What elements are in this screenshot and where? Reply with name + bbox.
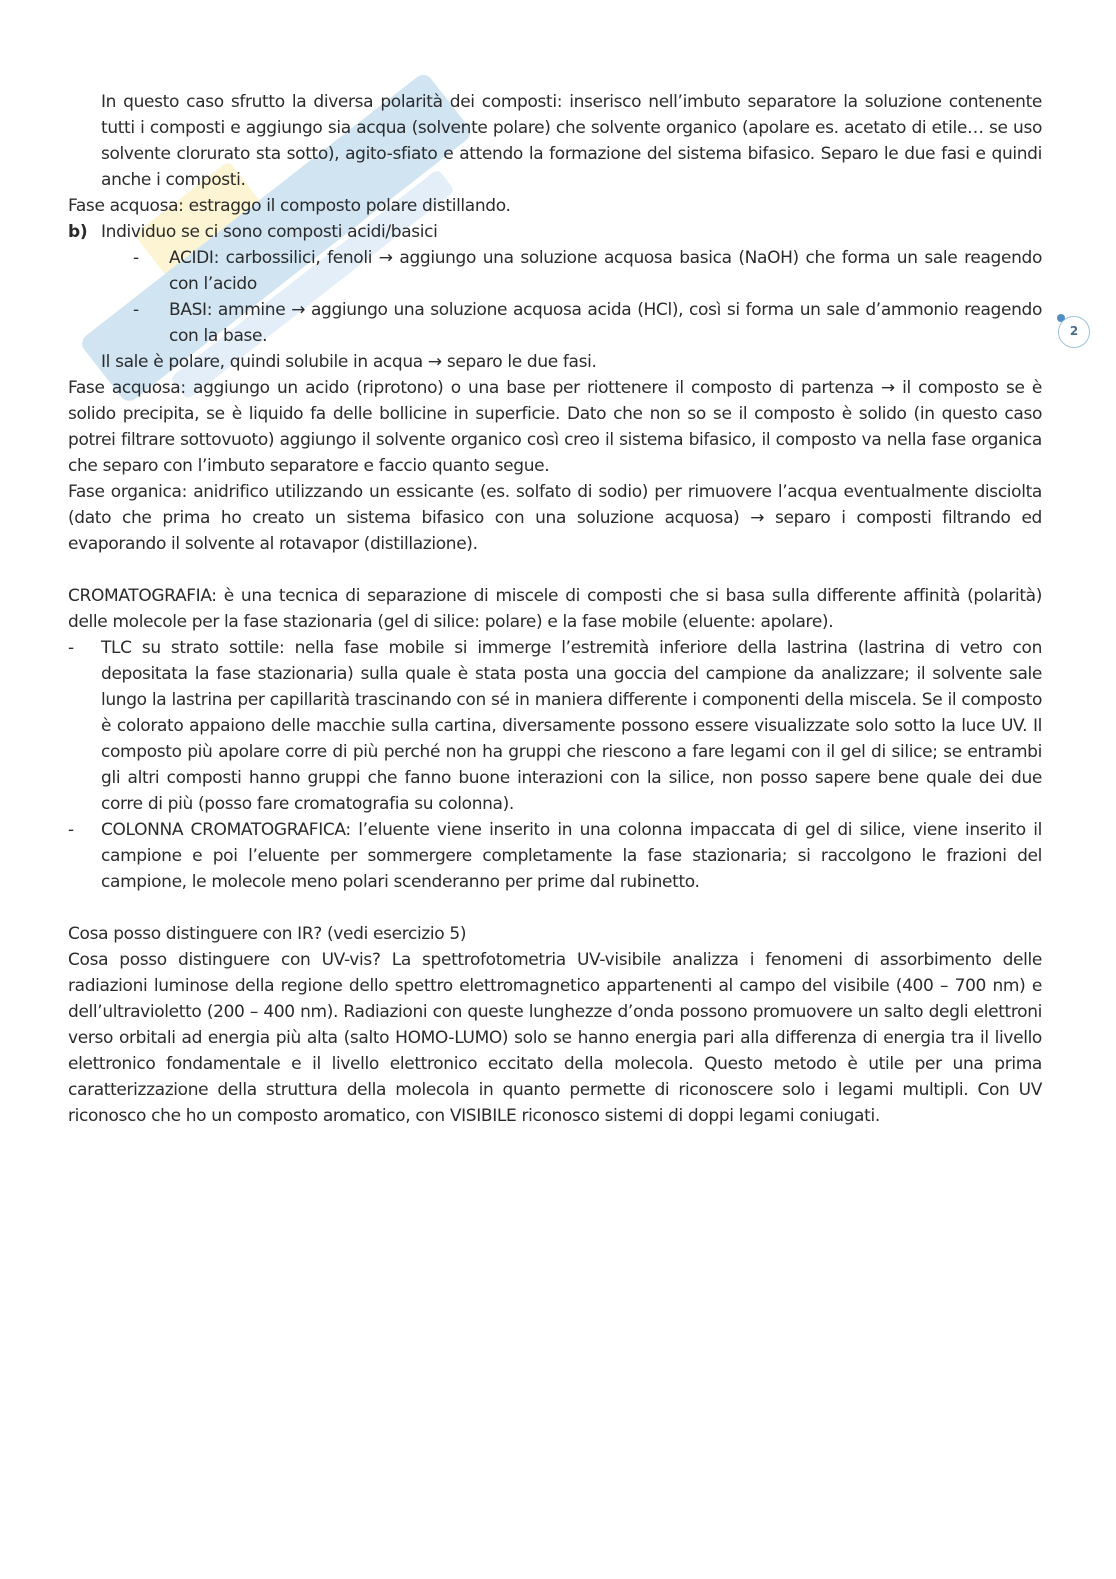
list-item-b (68, 219, 1042, 245)
paragraph: CROMATOGRAFIA: è una tecnica di separazione di miscele di composti che si basa sulla differente affinità (polarità) delle molecole per la fase stazionaria (gel di silice: polare) e la fase mobile (eluente: apolare). (68, 586, 1042, 632)
page-number-badge: 2 (1058, 316, 1090, 348)
list-marker: b) (68, 222, 88, 242)
sub-list-item (68, 297, 1042, 349)
dash-list-item-text: TLC su strato sottile: nella fase mobile si immerge l’estremità inferiore della lastrina (lastrina di vetro con depositata la fase stazionaria) sulla quale è stata posta una goccia del campione da analizzare; il solvente sale lungo la lastrina per capillarità trascinando con sé in maniera differente i componenti della miscela. Se il composto è colorato appaiono delle macchie sulla cartina, diversamente possono essere visualizzate solo sotto la luce UV. Il composto più apolare corre di più perché non ha gruppi che riescono a fare legami con il gel di silice; se entrambi gli altri composti hanno gruppi che fanno buone interazioni con la silice, non posso sapere bene quale dei due corre di più (posso fare cromatografia su colonna). (101, 638, 1042, 814)
list-item-text: Individuo se ci sono composti acidi/basici (101, 222, 438, 242)
sub-list-item-text: BASI: ammine → aggiungo una soluzione acquosa acida (HCl), così si forma un sale d’ammonio reagendo con la base. (169, 300, 1042, 346)
list-dash: - (133, 300, 139, 320)
list-dash: - (68, 638, 74, 658)
paragraph: Fase acquosa: aggiungo un acido (riprotono) o una base per riottenere il composto di partenza → il composto se è solido precipita, se è liquido fa delle bollicine in superficie. Dato che non so se il composto è solido (in questo caso potrei filtrare sottovuoto) aggiungo il solvente organico così creo il sistema bifasico, il composto va nella fase organica che separo con l’imbuto separatore e faccio quanto segue. (68, 378, 1042, 476)
sub-list-item-text: ACIDI: carbossilici, fenoli → aggiungo una soluzione acquosa basica (NaOH) che forma un sale reagendo con l’acido (169, 248, 1042, 294)
indented-paragraph: Il sale è polare, quindi solubile in acqua → separo le due fasi. (101, 352, 597, 372)
dash-list-item (68, 817, 1042, 895)
paragraph: Cosa posso distinguere con IR? (vedi esercizio 5) (68, 924, 467, 944)
dash-list-item (68, 635, 1042, 817)
sub-list-item (68, 245, 1042, 297)
blank-line (68, 557, 1042, 583)
paragraph: Fase organica: anidrifico utilizzando un essicante (es. solfato di sodio) per rimuovere l’acqua eventualmente disciolta (dato che prima ho creato un sistema bifasico con una soluzione acquosa) → separo i composti filtrando ed evaporando il solvente al rotavapor (distillazione). (68, 482, 1042, 554)
indented-paragraph: In questo caso sfrutto la diversa polarità dei composti: inserisco nell’imbuto separatore la soluzione contenente tutti i composti e aggiungo sia acqua (solvente polare) che solvente organico (apolare es. acetato di etile… se uso solvente clorurato sta sotto), agito-sfiato e attendo la formazione del sistema bifasico. Separo le due fasi e quindi anche i composti. (101, 92, 1042, 190)
list-dash: - (133, 248, 139, 268)
paragraph: Cosa posso distinguere con UV-vis? La spettrofotometria UV-visibile analizza i fenomeni di assorbimento delle radiazioni luminose della regione dello spettro elettromagnetico appartenenti al campo del visibile (400 – 700 nm) e dell’ultravioletto (200 – 400 nm). Radiazioni con queste lunghezze d’onda possono promuovere un salto degli elettroni verso orbitali ad energia più alta (salto HOMO-LUMO) solo se hanno energia pari alla differenza di energia tra il livello elettronico fondamentale e il livello elettronico eccitato della molecola. Questo metodo è utile per una prima caratterizzazione della struttura della molecola in quanto permette di riconoscere solo i legami multipli. Con UV riconosco che ho un composto aromatico, con VISIBILE riconosco sistemi di doppi legami coniugati. (68, 950, 1042, 1126)
paragraph: Fase acquosa: estraggo il composto polare distillando. (68, 196, 511, 216)
list-dash: - (68, 820, 74, 840)
blank-line (68, 895, 1042, 921)
dash-list-item-text: COLONNA CROMATOGRAFICA: l’eluente viene inserito in una colonna impaccata di gel di silice, viene inserito il campione e poi l’eluente per sommergere completamente la fase stazionaria; si raccolgono le frazioni del campione, le molecole meno polari scenderanno per prime dal rubinetto. (101, 820, 1042, 892)
document-body (68, 89, 1042, 1129)
